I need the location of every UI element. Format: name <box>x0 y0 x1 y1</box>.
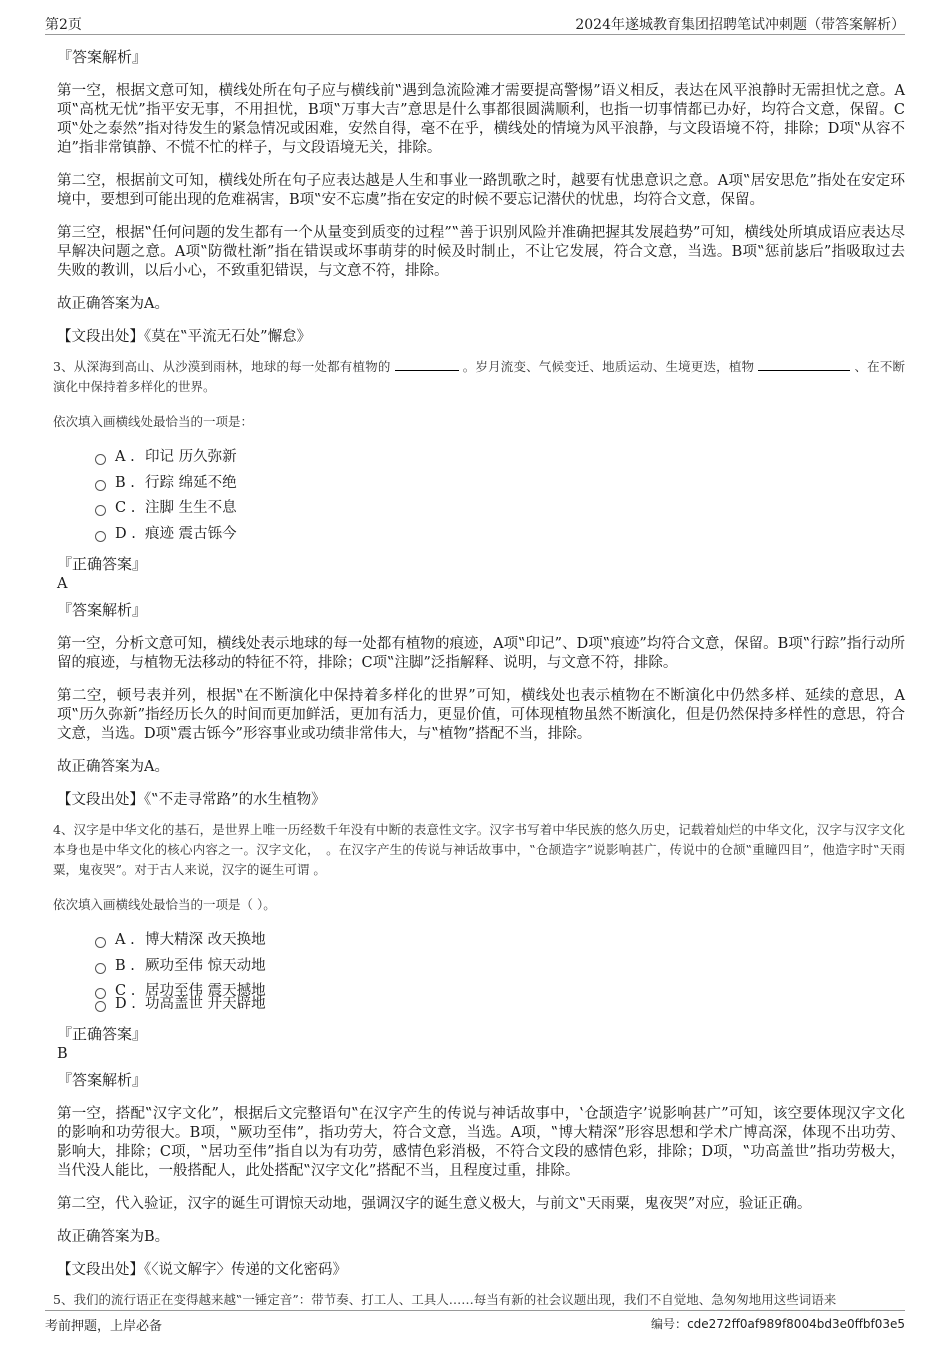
analysis-label: 『答案解析』 <box>57 1071 148 1089</box>
analysis-label: 『答案解析』 <box>57 601 148 619</box>
radio-button-icon[interactable] <box>95 531 106 542</box>
analysis-paragraph: 第三空，根据‟任何问题的发生都有一个从量变到质变的过程”‟善于识别风险并准确把握其发展趋势”可知，横线处所填成语应表达尽早解决问题之意。A项‟防微杜渐”指在错误或坏事萌芽的时候及时制止，不让它发展，符合文意，当选。B项‟惩前毖后”指吸取过去失败的教训，以后小心，不致重犯错误，与文意不符，排除。 <box>57 225 905 279</box>
analysis-paragraph: 第一空，分析文意可知，横线处表示地球的每一处都有植物的痕迹，A项‟印记”、D项‟痕迹”均符合文意，保留。B项‟行踪”指行动所留的痕迹，与植物无法移动的特征不符，排除；C项‟注脚”泛指解释、说明，与文意不符，排除。 <box>57 636 905 671</box>
answer-blank <box>395 358 459 371</box>
answer-blank <box>758 358 850 371</box>
question-3-stem: 3、从深海到高山、从沙漠到雨林，地球的每一处都有植物的 。岁月流变、气候变迁、地质运动、生境更迭，植物 、在不断演化中保持着多样化的世界。 <box>53 359 905 394</box>
radio-button-icon[interactable] <box>95 454 106 465</box>
option-c[interactable]: C . 注脚 生生不息 <box>95 496 905 522</box>
option-a[interactable]: A . 印记 历久弥新 <box>95 445 905 471</box>
source-citation: 【文段出处】《莫在‟平流无石处”懈怠》 <box>57 329 312 345</box>
correct-answer: B <box>57 1046 68 1062</box>
page-content <box>45 40 905 1310</box>
page-number: 第2页 <box>45 17 82 33</box>
option-a[interactable]: A . 博大精深 改天换地 <box>95 928 905 954</box>
page-footer <box>45 1310 905 1335</box>
footer-slogan: 考前押题，上岸必备 <box>45 1319 163 1334</box>
radio-button-icon[interactable] <box>95 963 106 974</box>
source-citation: 【文段出处】《〈说文解字〉传递的文化密码》 <box>57 1262 347 1278</box>
radio-button-icon[interactable] <box>95 937 106 948</box>
page-header <box>45 12 905 35</box>
correct-answer: A <box>57 576 68 592</box>
option-b[interactable]: B . 厥功至伟 惊天动地 <box>95 954 905 980</box>
document-code: 编号：cde272ff0af989f8004bd3e0ffbf03e5 <box>651 1317 905 1331</box>
option-b[interactable]: B . 行踪 绵延不绝 <box>95 471 905 497</box>
correct-answer-label: 『正确答案』 <box>57 555 148 573</box>
question-4-stem: 4、汉字是中华文化的基石，是世界上唯一历经数千年没有中断的表意性文字。汉字书写着中华民族的悠久历史，记载着灿烂的中华文化，汉字与汉字文化本身也是中华文化的核心内容之一。汉字文化， 。在汉字产生的传说与神话故事中，‟仓颉造字”说影响甚广，传说中的仓颉‟重瞳四目”，他造字时‟天雨粟，鬼夜哭”。对于古人来说，汉字的诞生可谓 。 <box>53 822 905 877</box>
analysis-paragraph: 第二空，代入验证，汉字的诞生可谓惊天动地，强调汉字的诞生意义极大，与前文‟天雨粟，鬼夜哭”对应，验证正确。 <box>57 1196 812 1212</box>
question-5-stem: 5、我们的流行语正在变得越来越‟一锤定音”：带节奏、打工人、工具人……每当有新的社会议题出现，我们不自觉地、急匆匆地用这些词语来 <box>53 1292 837 1307</box>
source-citation: 【文段出处】《‟不走寻常路”的水生植物》 <box>57 792 326 808</box>
radio-button-icon[interactable] <box>95 505 106 516</box>
question-4-options <box>95 928 905 1017</box>
option-d[interactable]: D . 痕迹 震古铄今 <box>95 522 905 548</box>
correct-answer-label: 『正确答案』 <box>57 1025 148 1043</box>
analysis-paragraph: 第一空，搭配‟汉字文化”，根据后文完整语句‟在汉字产生的传说与神话故事中，‛仓颉造字’说影响甚广”可知，该空要体现汉字文化的影响和功劳很大。B项，‟厥功至伟”，指功劳大，符合文意，当选。A项，‟博大精深”形容思想和学术广博高深，体现不出功劳、影响大，排除；C项，‟居功至伟”指自以为有功劳，感情色彩消极，不符合文段的感情色彩，排除；D项，‟功高盖世”指功劳极大，当代没人能比，一般搭配人，此处搭配‟汉字文化”搭配不当，且程度过重，排除。 <box>57 1106 905 1179</box>
radio-button-icon[interactable] <box>95 1001 106 1012</box>
conclusion: 故正确答案为A。 <box>57 759 169 775</box>
document-title: 2024年遂城教育集团招聘笔试冲刺题（带答案解析） <box>575 17 905 33</box>
option-c[interactable]: C . 居功至伟 震天撼地 <box>95 979 905 1005</box>
analysis-paragraph: 第二空，根据前文可知，横线处所在句子应表达越是人生和事业一路凯歌之时，越要有忧患意识之意。A项‟居安思危”指处在安定环境中，要想到可能出现的危难祸害，B项‟安不忘虞”指在安定的时候不要忘记潜伏的忧患，均符合文意，保留。 <box>57 173 905 208</box>
conclusion: 故正确答案为B。 <box>57 1229 170 1245</box>
question-4-prompt: 依次填入画横线处最恰当的一项是（ ）。 <box>53 897 276 912</box>
conclusion: 故正确答案为A。 <box>57 296 169 312</box>
option-d[interactable]: D . 功高盖世 开天辟地 <box>95 992 905 1018</box>
question-3-prompt: 依次填入画横线处最恰当的一项是： <box>53 414 254 429</box>
analysis-paragraph: 第二空，顿号表并列，根据‟在不断演化中保持着多样化的世界”可知，横线处也表示植物在不断演化中仍然多样、延续的意思，A项‟历久弥新”指经历长久的时间而更加鲜活，更加有活力，更显价值，可体现植物虽然不断演化，但是仍然保持多样性的意思，符合文意，当选。D项‟震古铄今”形容事业或功绩非常伟大，与‟植物”搭配不当，排除。 <box>57 688 905 742</box>
analysis-paragraph: 第一空，根据文意可知，横线处所在句子应与横线前‟遇到急流险滩才需要提高警惕”语义相反，表达在风平浪静时无需担忧之意。A项‟高枕无忧”指平安无事，不用担忧，B项‟万事大吉”意思是什么事都很圆满顺利，也指一切事情都已办好，均符合文意，保留。C项‟处之泰然”指对待发生的紧急情况或困难，安然自得，毫不在乎，横线处的情境为风平浪静，与文段语境不符，排除；D项‟从容不迫”指非常镇静、不慌不忙的样子，与文段语境无关，排除。 <box>57 83 905 156</box>
question-3-options <box>95 445 905 547</box>
radio-button-icon[interactable] <box>95 480 106 491</box>
analysis-label: 『答案解析』 <box>57 48 148 66</box>
